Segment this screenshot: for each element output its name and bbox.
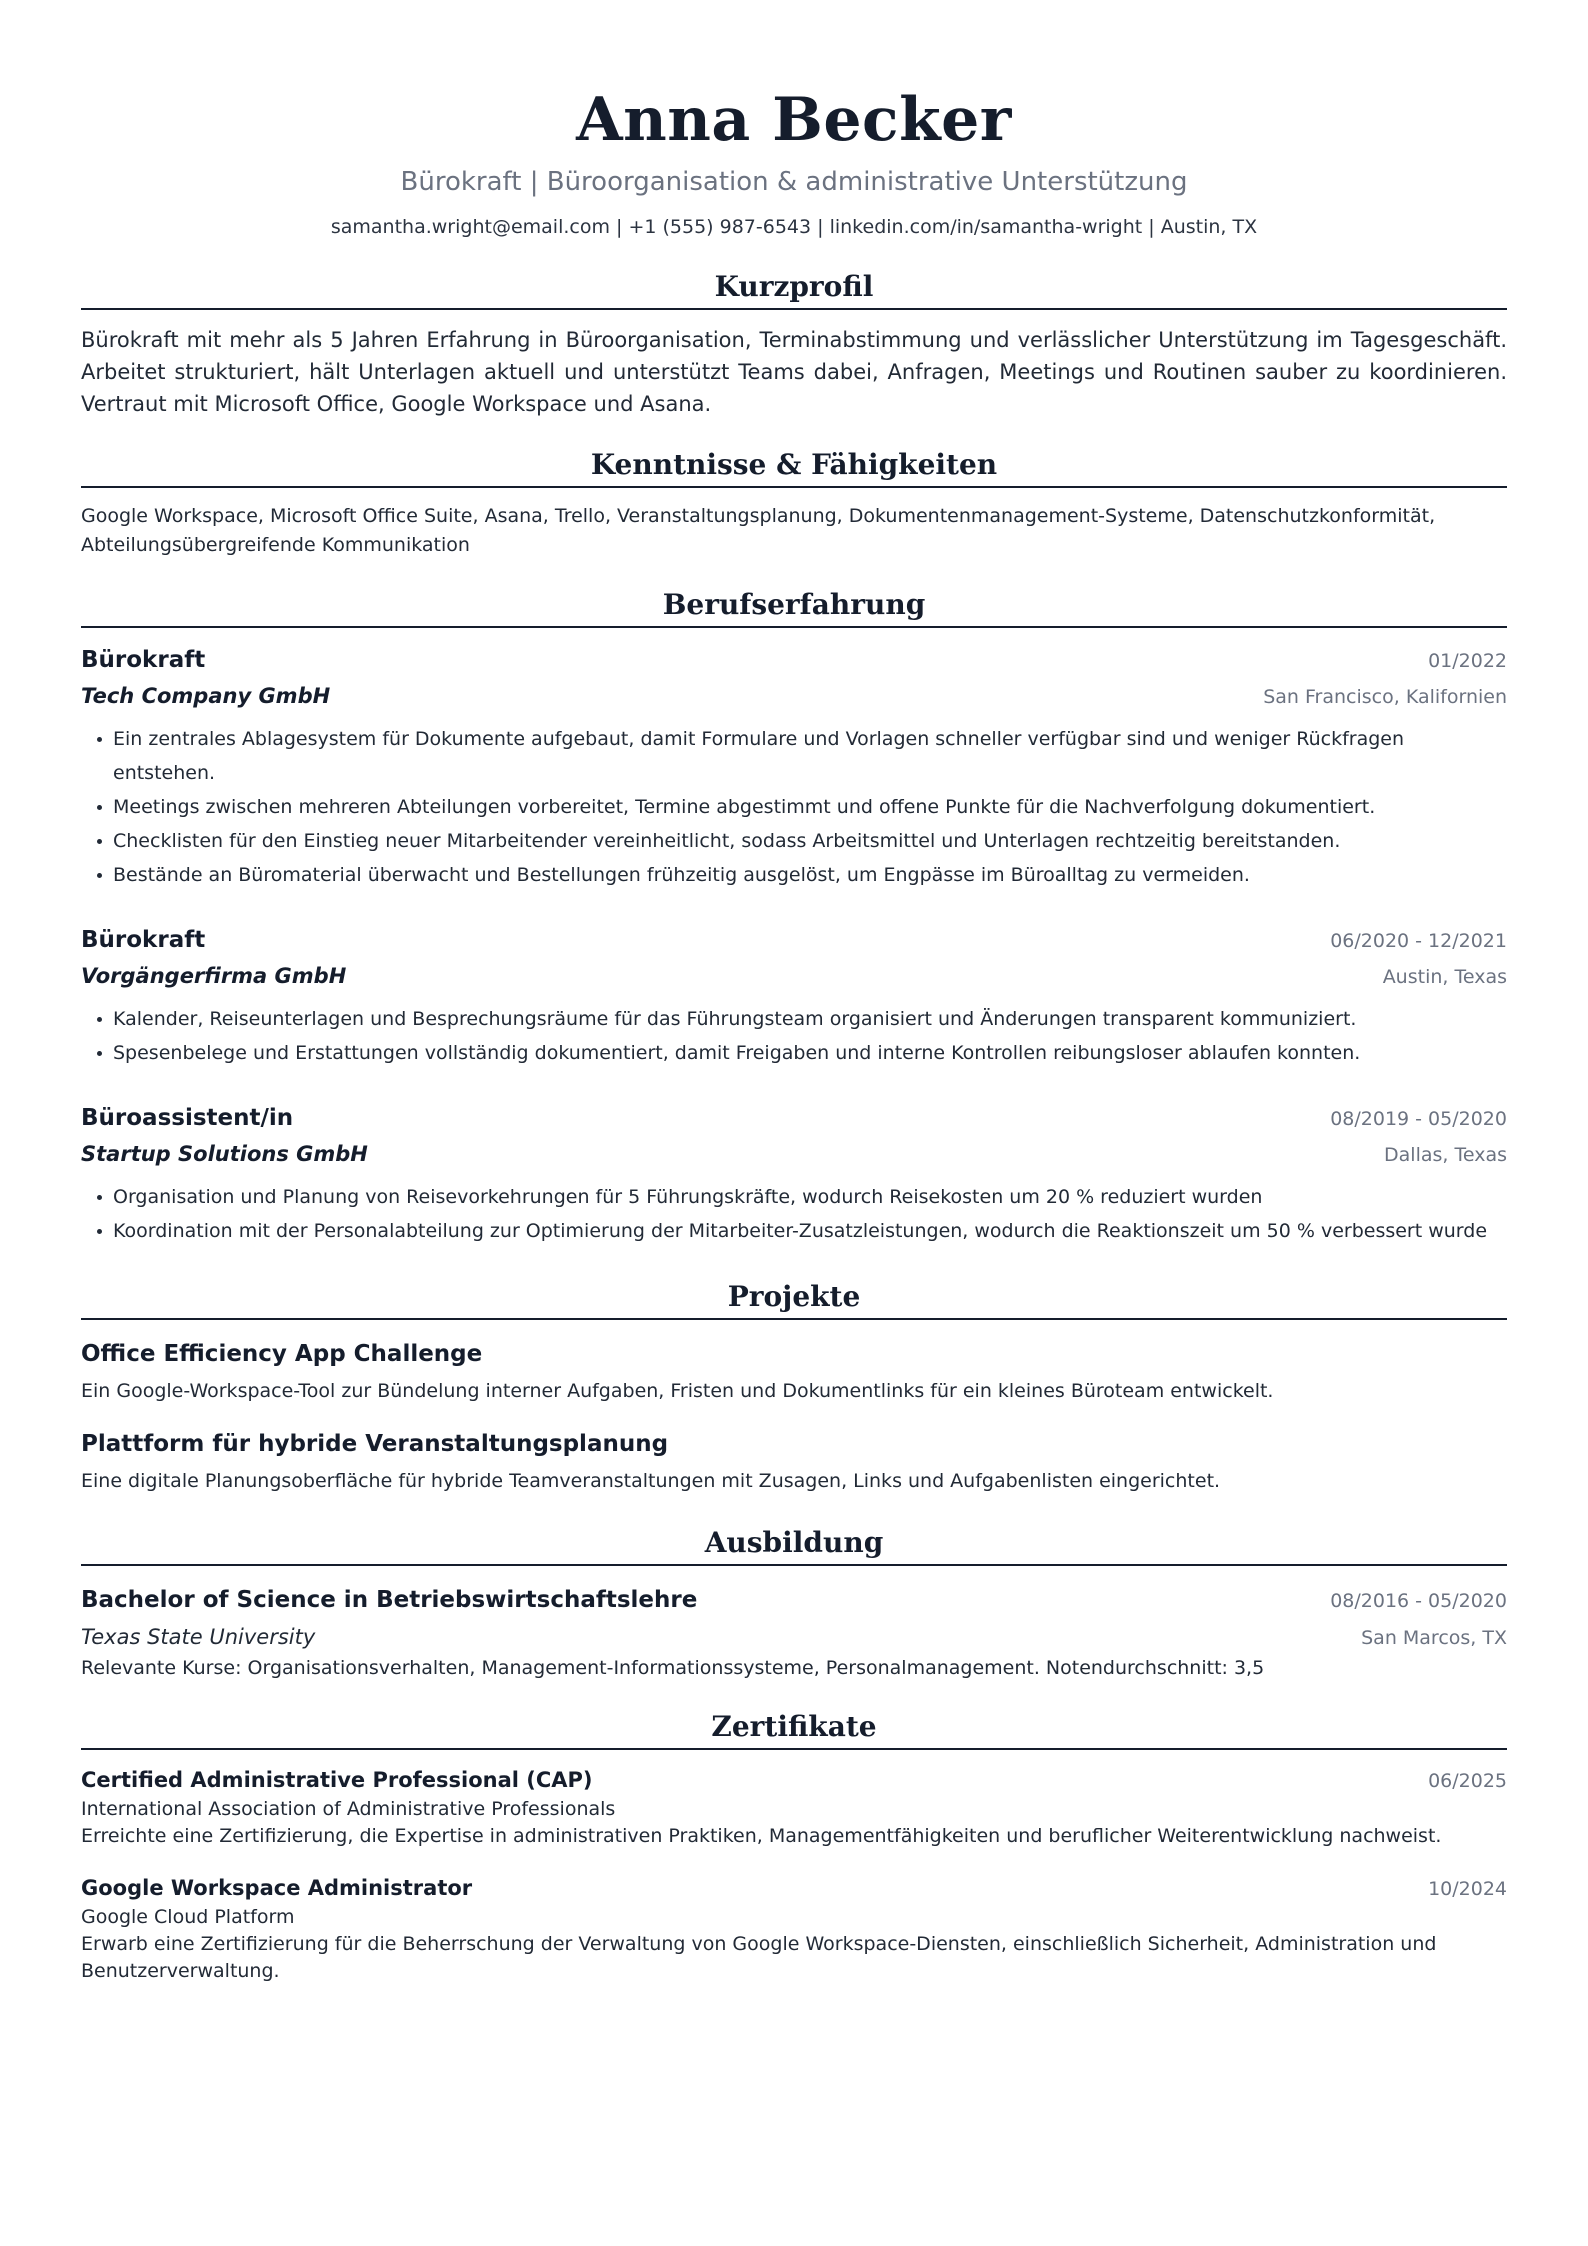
- contact-line: samantha.wright@email.com | +1 (555) 987-6543 | linkedin.com/in/samantha-wright | Austin, TX: [330, 216, 1258, 238]
- section-title-skills: Kenntnisse & Fähigkeiten: [81, 446, 1507, 488]
- section-title-summary: Kurzprofil: [81, 268, 1507, 310]
- job-entry: [81, 642, 1507, 892]
- project-description: Ein Google-Workspace-Tool zur Bündelung interner Aufgaben, Fristen und Dokumentlinks für ein kleines Büroteam entwickelt.: [81, 1380, 1274, 1402]
- job-bullet: Koordination mit der Personalabteilung zur Optimierung der Mitarbeiter-Zusatzleistungen, wodurch die Reaktionszeit um 50 % verbessert wurde: [97, 1214, 1507, 1248]
- job-title: Büroassistent/in: [81, 1105, 294, 1131]
- job-location: San Francisco, Kalifornien: [1263, 686, 1507, 708]
- job-company: Startup Solutions GmbH: [81, 1142, 368, 1166]
- job-entry: [81, 922, 1507, 1070]
- certificate-entry: [81, 1872, 1507, 1985]
- job-bullet: Ein zentrales Ablagesystem für Dokumente aufgebaut, damit Formulare und Vorlagen schneller verfügbar sind und weniger Rückfragen entstehen.: [97, 722, 1507, 790]
- resume-header: [81, 0, 1507, 242]
- summary-text: Bürokraft mit mehr als 5 Jahren Erfahrung in Büroorganisation, Terminabstimmung und verlässlicher Unterstützung im Tagesgeschäft. Arbeitet strukturiert, hält Unterlagen aktuell und unterstützt Teams dabei, Anfragen, Meetings und Routinen sauber zu koordinieren. Vertraut mit Microsoft Office, Google Workspace und Asana.: [81, 328, 1507, 416]
- certificate-issuer: International Association of Administrative Professionals: [81, 1798, 616, 1820]
- certificate-entry: [81, 1764, 1507, 1850]
- job-bullet: Kalender, Reiseunterlagen und Besprechungsräume für das Führungsteam organisiert und Änderungen transparent kommuniziert.: [97, 1002, 1507, 1036]
- certificates-section: [81, 1708, 1507, 1985]
- job-bullets: [81, 722, 1507, 892]
- certificate-date: 10/2024: [1428, 1878, 1507, 1900]
- section-title-education: Ausbildung: [81, 1524, 1507, 1566]
- job-company: Vorgängerfirma GmbH: [81, 964, 347, 988]
- job-company: Tech Company GmbH: [81, 684, 331, 708]
- job-title: Bürokraft: [81, 647, 206, 673]
- job-bullet: Bestände an Büromaterial überwacht und Bestellungen frühzeitig ausgelöst, um Engpässe im Büroalltag zu vermeiden.: [97, 858, 1507, 892]
- education-location: San Marcos, TX: [1361, 1627, 1507, 1649]
- project-entry: [81, 1424, 1507, 1498]
- education-date: 08/2016 - 05/2020: [1330, 1590, 1507, 1612]
- section-title-certificates: Zertifikate: [81, 1708, 1507, 1750]
- section-title-experience: Berufserfahrung: [81, 586, 1507, 628]
- job-entry: [81, 1100, 1507, 1248]
- job-date: 08/2019 - 05/2020: [1330, 1108, 1507, 1130]
- candidate-name: Anna Becker: [576, 85, 1012, 155]
- job-location: Dallas, Texas: [1384, 1144, 1507, 1166]
- certificate-title: Google Workspace Administrator: [81, 1876, 473, 1900]
- certificate-title: Certified Administrative Professional (CAP): [81, 1768, 593, 1792]
- certificate-issuer: Google Cloud Platform: [81, 1906, 295, 1928]
- job-date: 01/2022: [1428, 650, 1507, 672]
- education-degree: Bachelor of Science in Betriebswirtschaftslehre: [81, 1587, 698, 1613]
- certificate-description: Erreichte eine Zertifizierung, die Expertise in administrativen Praktiken, Managementfähigkeiten und beruflicher Weiterentwicklung nachweist.: [81, 1825, 1442, 1847]
- job-bullet: Checklisten für den Einstieg neuer Mitarbeitender vereinheitlicht, sodass Arbeitsmittel und Unterlagen rechtzeitig bereitstanden.: [97, 824, 1507, 858]
- education-school: Texas State University: [81, 1625, 316, 1649]
- project-description: Eine digitale Planungsoberfläche für hybride Teamveranstaltungen mit Zusagen, Links und Aufgabenlisten eingerichtet.: [81, 1470, 1221, 1492]
- job-bullet: Meetings zwischen mehreren Abteilungen vorbereitet, Termine abgestimmt und offene Punkte für die Nachverfolgung dokumentiert.: [97, 790, 1507, 824]
- job-bullet: Organisation und Planung von Reisevorkehrungen für 5 Führungskräfte, wodurch Reisekosten um 20 % reduziert wurden: [97, 1180, 1507, 1214]
- skills-section: [81, 446, 1507, 560]
- experience-section: [81, 586, 1507, 1248]
- projects-section: [81, 1278, 1507, 1498]
- job-bullet: Spesenbelege und Erstattungen vollständig dokumentiert, damit Freigaben und interne Kontrollen reibungsloser ablaufen konnten.: [97, 1036, 1507, 1070]
- project-entry: [81, 1334, 1507, 1408]
- candidate-tagline: Bürokraft | Büroorganisation & administrative Unterstützung: [400, 167, 1188, 197]
- job-title: Bürokraft: [81, 927, 206, 953]
- certificate-description: Erwarb eine Zertifizierung für die Beherrschung der Verwaltung von Google Workspace-Diensten, einschließlich Sicherheit, Administration und Benutzerverwaltung.: [81, 1933, 1437, 1982]
- project-title: Plattform für hybride Veranstaltungsplanung: [81, 1431, 669, 1457]
- summary-section: [81, 268, 1507, 420]
- section-title-projects: Projekte: [81, 1278, 1507, 1320]
- job-bullets: [81, 1180, 1507, 1248]
- job-bullets: [81, 1002, 1507, 1070]
- skills-text: Google Workspace, Microsoft Office Suite, Asana, Trello, Veranstaltungsplanung, Dokumentenmanagement-Systeme, Datenschutzkonformität, Abteilungsübergreifende Kommunikation: [81, 505, 1436, 556]
- job-location: Austin, Texas: [1382, 966, 1507, 988]
- project-title: Office Efficiency App Challenge: [81, 1341, 483, 1367]
- job-date: 06/2020 - 12/2021: [1330, 930, 1507, 952]
- certificate-date: 06/2025: [1428, 1770, 1507, 1792]
- education-details: Relevante Kurse: Organisationsverhalten, Management-Informationssysteme, Personalmanagement. Notendurchschnitt: 3,5: [81, 1657, 1265, 1679]
- education-section: [81, 1524, 1507, 1682]
